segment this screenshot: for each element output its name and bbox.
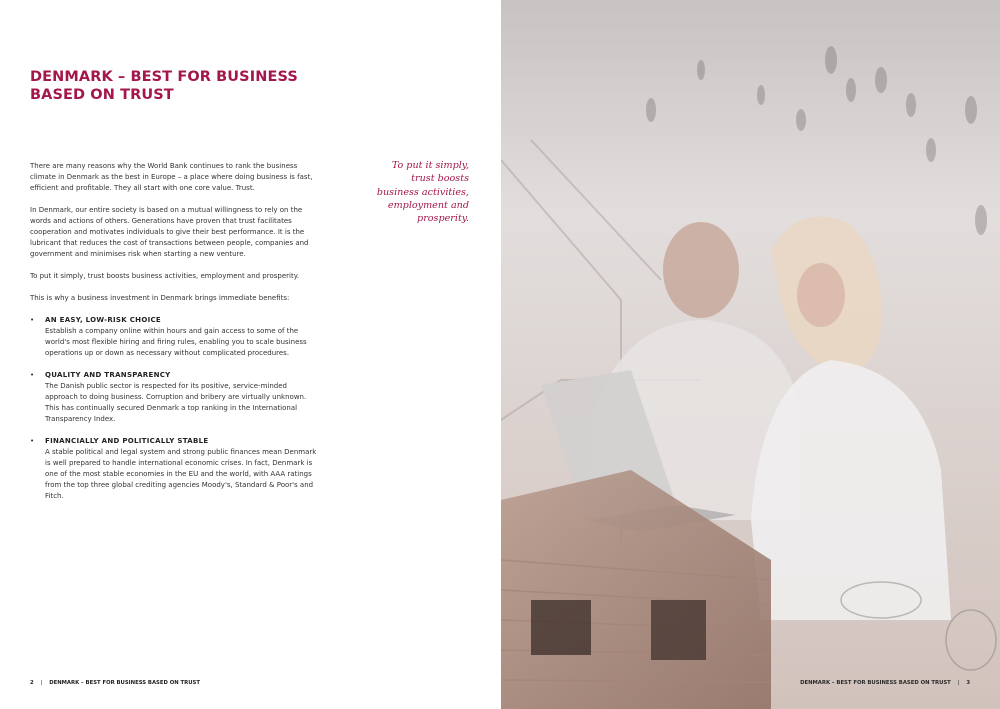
title-line-1: DENMARK – BEST FOR BUSINESS	[30, 69, 298, 85]
footer-left	[30, 680, 200, 686]
benefit-title: QUALITY AND TRANSPARENCY	[45, 371, 171, 379]
body-text	[30, 161, 320, 513]
title-line-2: BASED ON TRUST	[30, 87, 174, 103]
business-meeting-photo	[501, 0, 1000, 709]
benefit-title: FINANCIALLY AND POLITICALLY STABLE	[45, 437, 209, 445]
benefit-text: Establish a company online within hours and gain access to some of the world's most flexible hiring and firing rules, enabling you to scale business operations up or down as necessary without complicated procedures.	[45, 327, 307, 357]
footer-separator: |	[957, 680, 960, 686]
paragraph: In Denmark, our entire society is based on a mutual willingness to rely on the words and actions of others. Generations have proven that trust facilitates cooperation and motivates individuals to give their best performance. It is the lubricant that reduces the cost of transactions between people, companies and government and minimises risk when starting a new venture.	[30, 206, 309, 258]
paragraph: This is why a business investment in Denmark brings immediate benefits:	[30, 294, 290, 302]
benefits-list	[30, 315, 320, 502]
paragraph: There are many reasons why the World Bank continues to rank the business climate in Denmark as the best in Europe – a place where doing business is fast, efficient and profitable. They all start with one core value. Trust.	[30, 162, 313, 192]
pull-quote-line: trust boosts	[411, 173, 469, 185]
pull-quote-line: employment and	[387, 199, 469, 211]
pull-quote-line: business activities,	[376, 186, 469, 198]
right-page-photo	[501, 0, 1000, 709]
page-number: 2	[30, 680, 34, 686]
running-title: DENMARK – BEST FOR BUSINESS BASED ON TRUST	[800, 680, 951, 686]
pull-quote-line: prosperity.	[417, 213, 469, 225]
benefit-item	[30, 315, 320, 359]
benefit-text: A stable political and legal system and strong public finances mean Denmark is well prepared to handle international economic crises. In fact, Denmark is one of the most stable economies in the EU and the world, with AAA ratings from the top three global crediting agencies Moody's, Standard & Poor's and Fitch.	[45, 448, 317, 500]
pull-quote-line: To put it simply,	[391, 160, 469, 171]
benefit-text: The Danish public sector is respected for its positive, service-minded approach to doing business. Corruption and bribery are virtually unknown. This has continually secured Denmark a top ranking in the International Transparency Index.	[45, 382, 307, 423]
footer-separator: |	[40, 680, 43, 686]
page-title	[30, 68, 298, 104]
benefit-item	[30, 436, 320, 502]
pull-quote	[349, 159, 469, 225]
footer-right	[800, 680, 970, 686]
paragraph: To put it simply, trust boosts business activities, employment and prosperity.	[30, 272, 300, 280]
benefit-item	[30, 370, 320, 425]
page-number: 3	[966, 680, 970, 686]
bullet-icon: •	[30, 437, 35, 445]
bullet-icon: •	[30, 316, 35, 324]
bullet-icon: •	[30, 371, 35, 379]
benefit-title: AN EASY, LOW-RISK CHOICE	[45, 316, 162, 324]
running-title: DENMARK – BEST FOR BUSINESS BASED ON TRUST	[49, 680, 200, 686]
